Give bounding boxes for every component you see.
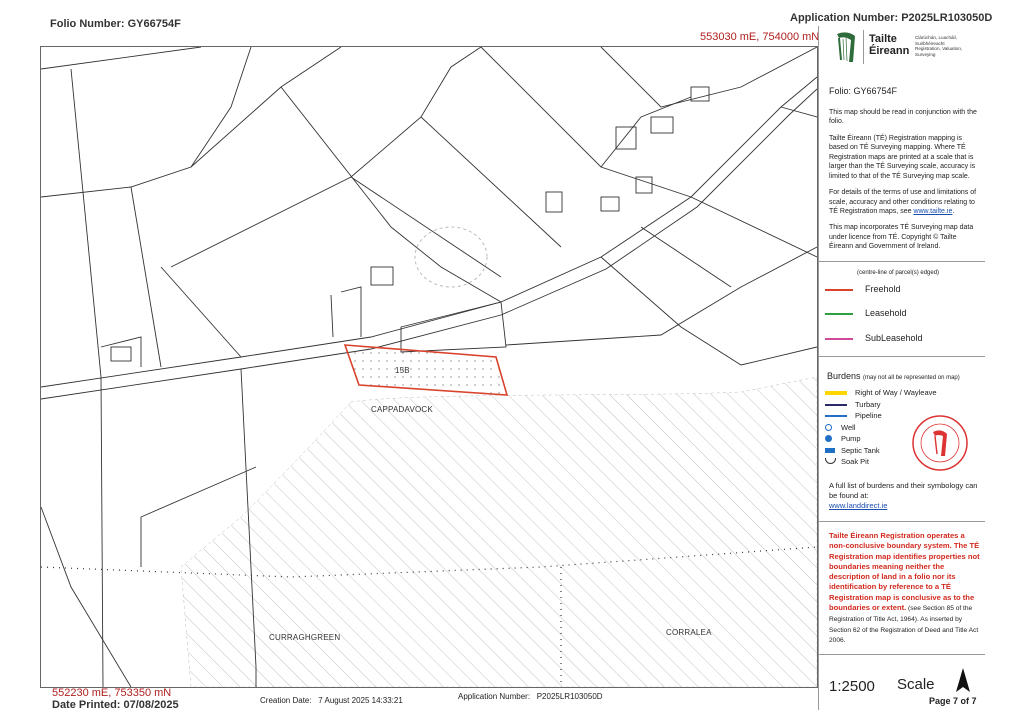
burden-septic-tank: Septic Tank [825, 446, 981, 456]
burden-right-of-way: Right of Way / Wayleave [825, 388, 981, 398]
pipeline-symbol-icon [825, 412, 851, 420]
map-scale: 1:2500 [829, 678, 875, 695]
panel-note-2: Tailte Éireann (TÉ) Registration mapping is based on TÉ Surveying mapping. Where TÉ Registration maps are printed at a scale that is larger than the TÉ Surveying scale, accuracy is limited to that of the TÉ Surveying map scale. [829, 134, 976, 180]
leasehold-line-icon [825, 313, 853, 315]
coordinate-bottom-left: 552230 mE, 753350 mN [52, 687, 172, 699]
townland-label-curraghgreen: CURRAGHGREEN [269, 633, 341, 642]
legend-subleasehold: SubLeasehold [825, 333, 981, 345]
logo-name: Tailte Éireann [869, 33, 910, 57]
burden-turbary: Turbary [825, 400, 981, 410]
burdens-title: Burdens (may not all be represented on map) [827, 371, 960, 381]
coordinate-top-right: 553030 mE, 754000 mN [700, 31, 820, 43]
subleasehold-line-icon [825, 338, 853, 340]
burden-soak-pit: Soak Pit [825, 457, 981, 467]
map-canvas [41, 47, 817, 687]
parcel-label: 15B [395, 366, 410, 375]
legend-leasehold: Leasehold [825, 308, 981, 320]
legend-freehold: Freehold [825, 284, 981, 296]
turbary-symbol-icon [825, 401, 851, 409]
logo-tagline: Clárúchán, Luacháil, Suirbhéireacht Registration, Valuation, Surveying [915, 35, 963, 57]
townland-label-corralea: CORRALEA [666, 628, 712, 637]
panel-folio: Folio: GY66754F [829, 86, 898, 96]
legend-panel [818, 26, 985, 710]
burden-pump: Pump [825, 434, 981, 444]
tailte-eireann-logo [833, 30, 983, 66]
north-arrow-icon [953, 666, 973, 698]
parcel-15b [345, 345, 507, 395]
panel-note-3: For details of the terms of use and limitations of scale, accuracy and other conditions relating to TÉ Registration maps, see www.tailte.ie. [829, 189, 977, 215]
landdirect-link[interactable]: www.landdirect.ie [829, 500, 888, 510]
creation-date: Creation Date: 7 August 2025 14:33:21 [260, 696, 403, 705]
date-printed: Date Printed: 07/08/2025 [52, 699, 179, 711]
right-of-way-symbol-icon [825, 389, 851, 397]
panel-note-1: This map should be read in conjunction with the folio. [829, 109, 977, 126]
burden-pipeline: Pipeline [825, 411, 981, 421]
registration-seal-icon [911, 414, 969, 474]
burden-well: Well [825, 423, 981, 433]
freehold-line-icon [825, 289, 853, 291]
folio-number-header: Folio Number: GY66754F [50, 18, 181, 30]
map-area[interactable] [40, 46, 818, 688]
scale-label: Scale [897, 676, 935, 693]
footer-application-number: Application Number: P2025LR103050D [458, 692, 603, 701]
townland-label-cappadavock: CAPPADAVOCK [371, 405, 433, 414]
non-conclusive-notice: Tailte Éireann Registration operates a non-conclusive boundary system. The TÉ Registration map identifies properties not boundaries meaning neither the description of land in a folio nor its identification by reference to a TÉ Registration map is conclusive as to the boundaries or extent. (see Section 85 of the Registration of Title Act, 1964). As inserted by Section 62 of the Registration of Deed and Title Act 2006. [829, 531, 980, 645]
tailte-link[interactable]: www.tailte.ie [913, 207, 953, 215]
harp-icon [833, 30, 859, 64]
legend-caption: (centre-line of parcel(s) edged) [857, 270, 940, 276]
full-list-note: A full list of burdens and their symbology can be found at: www.landdirect.ie [829, 481, 978, 510]
application-number-header: Application Number: P2025LR103050D [790, 12, 993, 24]
page-number: Page 7 of 7 [929, 696, 977, 706]
panel-note-4: This map incorporates TÉ Surveying map data under licence from TÉ. Copyright © Tailte Éireann and Government of Ireland. [829, 224, 974, 251]
